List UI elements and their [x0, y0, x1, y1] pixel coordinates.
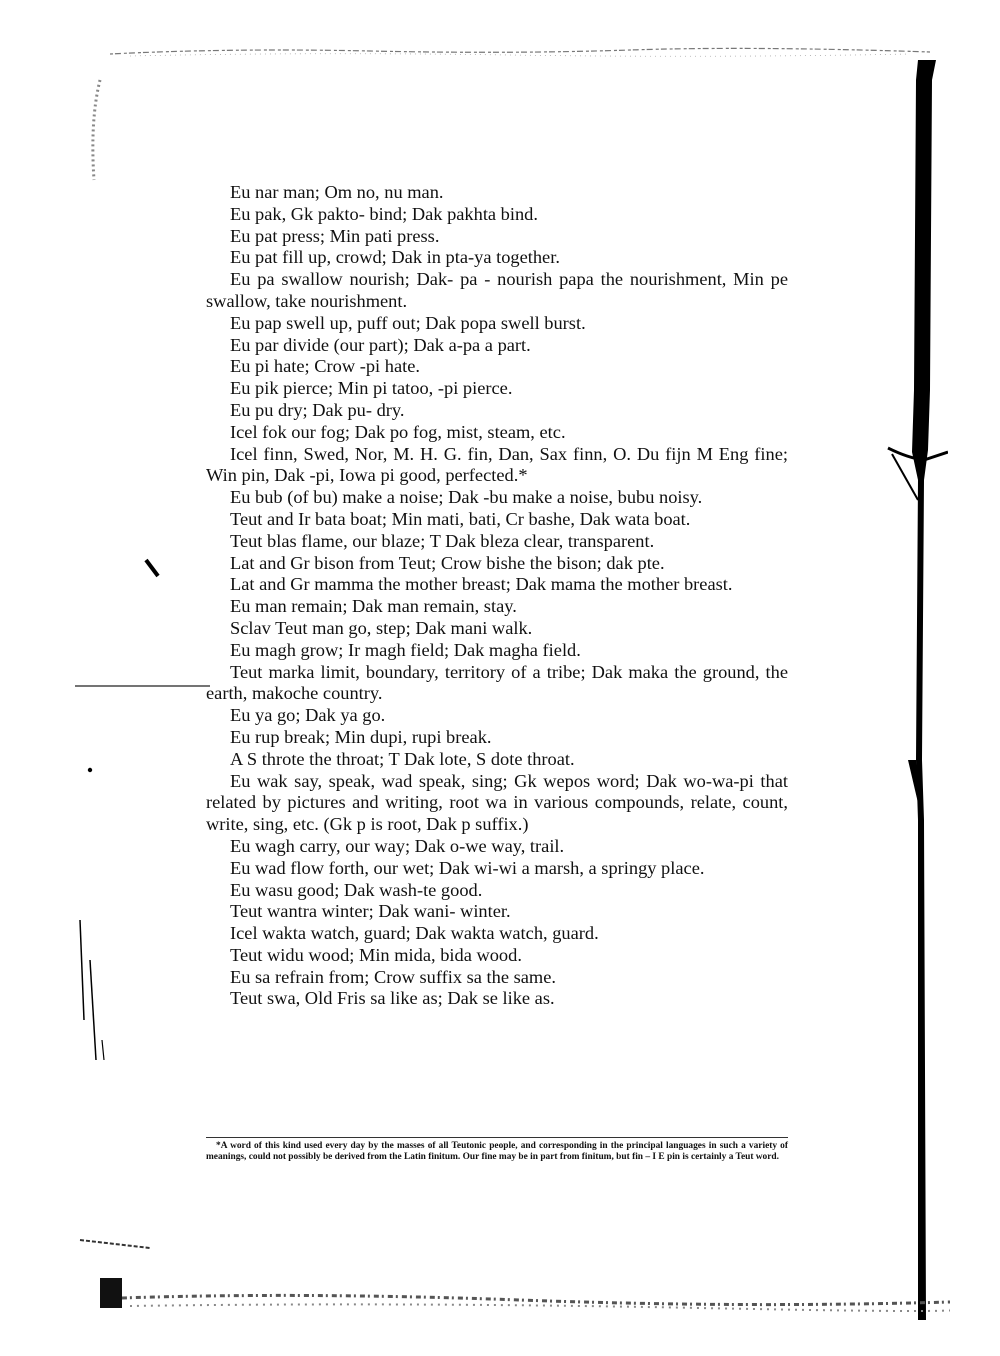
- scan-edge-bottom: [100, 1278, 950, 1314]
- entry-line: Teut and Ir bata boat; Min mati, bati, Cr bashe, Dak wata boat.: [230, 508, 691, 529]
- entry-line: Icel fok our fog; Dak po fog, mist, steam, etc.: [230, 421, 566, 442]
- margin-marks: [60, 60, 190, 1320]
- entry-line: Eu par divide (our part); Dak a-pa a part.: [230, 334, 531, 355]
- entry-line: Lat and Gr mamma the mother breast; Dak mama the mother breast.: [230, 574, 733, 595]
- entry-line: Icel finn, Swed, Nor, M. H. G. fin, Dan, Sax finn, O. Du fijn M Eng fine; Win pin, Dak -pi, Iowa pi good, perfected.*: [206, 443, 788, 486]
- entry-line: Lat and Gr bison from Teut; Crow bishe the bison; dak pte.: [230, 552, 665, 573]
- entry-line: Eu sa refrain from; Crow suffix sa the same.: [230, 966, 557, 987]
- entry-line: Eu nar man; Om no, nu man.: [230, 182, 444, 202]
- binding-spine: [878, 60, 948, 1320]
- entry-line: Teut swa, Old Fris sa like as; Dak se like as.: [230, 988, 555, 1009]
- entry-line: Eu wad flow forth, our wet; Dak wi-wi a marsh, a springy place.: [230, 857, 705, 878]
- entry-line: Eu wak say, speak, wad speak, sing; Gk wepos word; Dak wo-wa-pi that related by pictures and writing, root wa in various compounds, relate, count, write, sing, etc. (Gk p is root, Dak p suffix.): [206, 770, 788, 835]
- entry-line: Teut marka limit, boundary, territory of a tribe; Dak maka the ground, the earth, makoche country.: [206, 661, 788, 704]
- entry-line: Eu pat fill up, crowd; Dak in pta-ya together.: [230, 247, 560, 268]
- entry-line: Eu pu dry; Dak pu- dry.: [230, 399, 405, 420]
- body-text: [206, 182, 788, 1010]
- entry-line: Eu pat press; Min pati press.: [230, 225, 440, 246]
- entry-line: Eu pak, Gk pakto- bind; Dak pakhta bind.: [230, 203, 538, 224]
- entry-line: Eu wagh carry, our way; Dak o-we way, trail.: [230, 835, 565, 856]
- entry-line: Eu bub (of bu) make a noise; Dak -bu make a noise, bubu noisy.: [230, 487, 703, 508]
- entry-line: Teut blas flame, our blaze; T Dak bleza clear, transparent.: [230, 530, 655, 551]
- entry-line: Eu wasu good; Dak wash-te good.: [230, 879, 483, 900]
- entry-line: Eu pa swallow nourish; Dak- pa - nourish papa the nourishment, Min pe swallow, take nourishment.: [206, 269, 788, 311]
- entry-line: Eu rup break; Min dupi, rupi break.: [230, 726, 492, 747]
- entry-line: Eu magh grow; Ir magh field; Dak magha field.: [230, 639, 581, 660]
- entry-line: Eu pi hate; Crow -pi hate.: [230, 356, 420, 377]
- entry-line: Teut wantra winter; Dak wani- winter.: [230, 901, 511, 922]
- entry-line: Teut widu wood; Min mida, bida wood.: [230, 944, 522, 965]
- entry-line: A S throte the throat; T Dak lote, S dote throat.: [230, 748, 575, 769]
- footnote: *A word of this kind used every day by the masses of all Teutonic people, and corresponding in the principal languages in such a variety of meanings, could not possibly be derived from the Latin finitum. Our fine may be in part from finitum, but fin – I E pin is certainly a Teut word.: [206, 1137, 788, 1164]
- entry-line: Sclav Teut man go, step; Dak mani walk.: [230, 617, 533, 638]
- entry-line: Eu pik pierce; Min pi tatoo, -pi pierce.: [230, 378, 513, 399]
- entry-line: Eu man remain; Dak man remain, stay.: [230, 596, 517, 617]
- margin-dash: [75, 684, 210, 688]
- entry-line: Icel wakta watch, guard; Dak wakta watch, guard.: [230, 923, 599, 944]
- entry-line: Eu pap swell up, puff out; Dak popa swell burst.: [230, 312, 586, 333]
- scan-edge-top: [110, 44, 930, 60]
- entry-line: Eu ya go; Dak ya go.: [230, 705, 386, 726]
